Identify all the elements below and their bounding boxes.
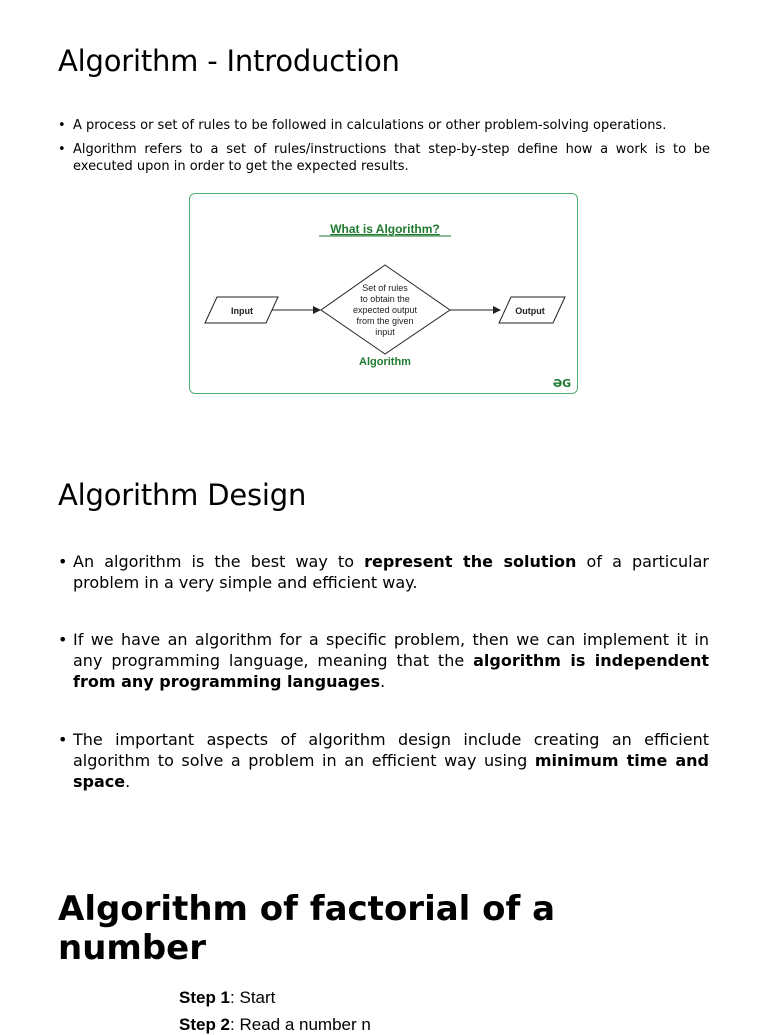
design-bullet-list [58, 629, 709, 692]
input-label: Input [231, 306, 253, 316]
diamond-text-line: from the given [356, 316, 414, 326]
output-label: Output [515, 306, 545, 316]
step-text: : Start [230, 988, 276, 1007]
list-item: • If we have an algorithm for a specific problem, then we can implement it in any programming language, meaning that the algorithm is independent from any programming languages. [58, 629, 709, 692]
list-item: • A process or set of rules to be followed in calculations or other problem-solving operations. [58, 117, 710, 134]
diamond-text-line: expected output [352, 305, 418, 315]
geeksforgeeks-logo: ƏG [552, 377, 572, 390]
list-item: • Algorithm refers to a set of rules/instructions that step-by-step define how a work is to be executed upon in order to get the expected results. [58, 141, 710, 175]
diamond-text-line: input [375, 327, 395, 337]
algorithm-flow-svg [190, 194, 579, 395]
list-item: • The important aspects of algorithm design include creating an efficient algorithm to solve a problem in an efficient way using minimum time and space. [58, 729, 709, 792]
introduction-bullet-list [58, 117, 710, 182]
diagram-caption: Algorithm [359, 356, 411, 368]
list-item: • An algorithm is the best way to represent the solution of a particular problem in a very simple and efficient way. [58, 551, 709, 593]
section-title-design: Algorithm Design [58, 478, 307, 512]
section-title-introduction: Algorithm - Introduction [58, 44, 400, 78]
diamond-text-line: Set of rules [362, 283, 408, 293]
step-text: : Read a number n [230, 1015, 371, 1034]
step-label: Step 1 [179, 988, 231, 1007]
section-title-factorial: Algorithm of factorial of a number [58, 889, 556, 968]
design-bullet-list [58, 729, 709, 792]
diamond-text-line: to obtain the [360, 294, 410, 304]
algorithm-step [179, 1015, 371, 1035]
algorithm-diagram [189, 193, 578, 394]
design-bullet-list [58, 551, 709, 593]
diagram-title: What is Algorithm? [330, 222, 440, 236]
algorithm-step [179, 988, 275, 1008]
step-label: Step 2 [179, 1015, 231, 1034]
